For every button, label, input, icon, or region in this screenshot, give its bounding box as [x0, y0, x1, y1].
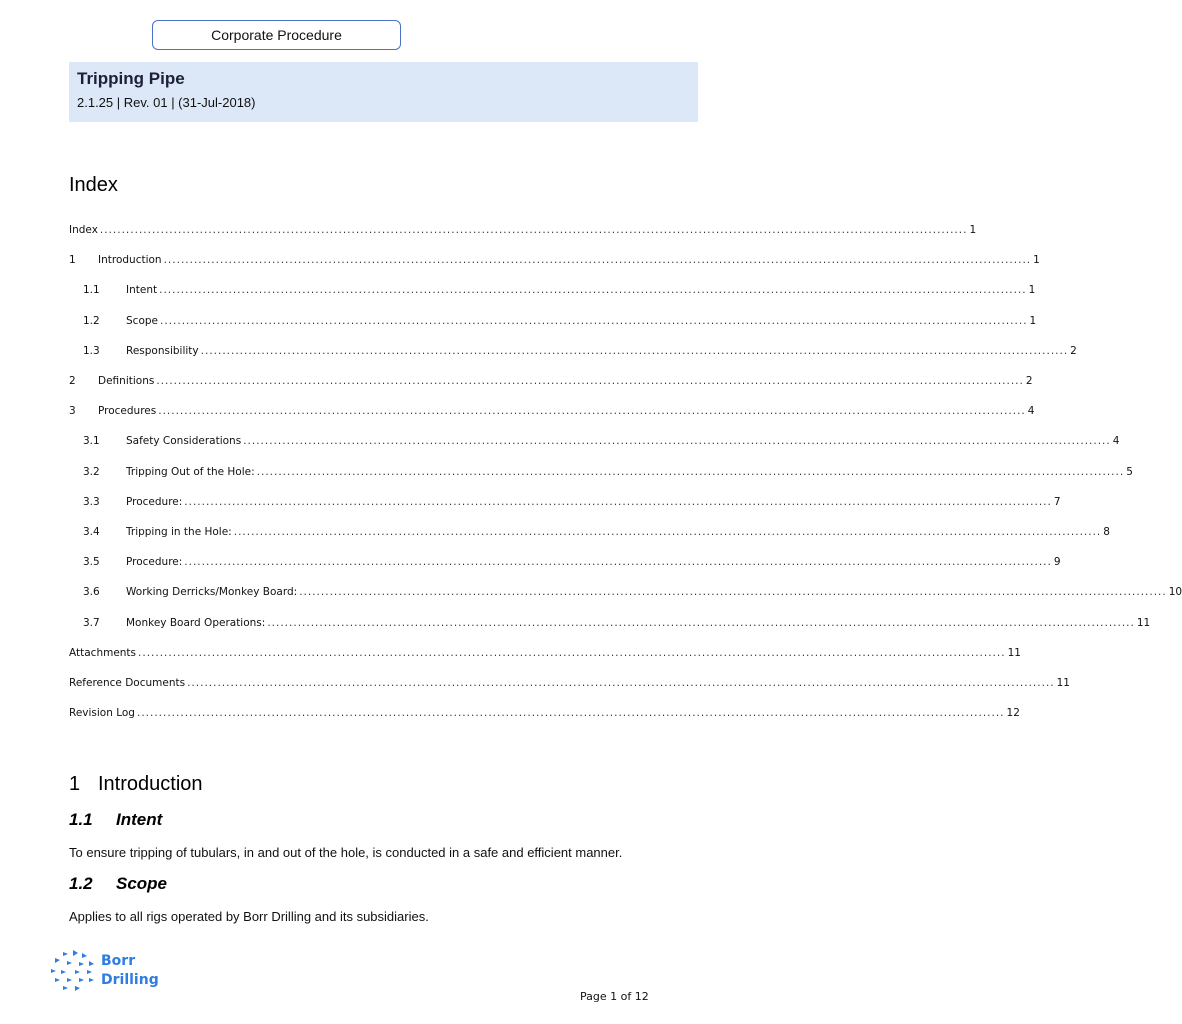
- subsection-title: Scope: [116, 874, 168, 893]
- toc-entry-number: 3: [69, 405, 76, 418]
- toc-entry-page: 1: [969, 224, 977, 236]
- toc-entry-page: 11: [1136, 616, 1151, 629]
- index-heading: Index: [69, 174, 118, 196]
- toc-entry[interactable]: [69, 556, 1061, 572]
- toc-entry-label: Monkey Board Operations:: [126, 616, 266, 629]
- toc-leader-dots: ........................................................................................................................................................................................................: [187, 677, 1055, 689]
- toc-entry[interactable]: [69, 254, 1040, 270]
- toc-entry-number: 1.3: [83, 344, 100, 357]
- toc-leader-dots: ........................................................................................................................................................................................................: [158, 405, 1026, 418]
- toc-entry-number: 3.3: [83, 495, 100, 508]
- page-number: Page 1 of 12: [580, 990, 649, 1003]
- toc-entry-label: Index: [69, 224, 98, 236]
- toc-entry-label: Tripping Out of the Hole:: [126, 465, 255, 478]
- toc-entry-label: Revision Log: [69, 707, 135, 720]
- toc-entry-page: 2: [1070, 344, 1077, 357]
- toc-leader-dots: ........................................................................................................................................................................................................: [243, 435, 1111, 448]
- toc-entry[interactable]: [69, 495, 1061, 512]
- toc-entry[interactable]: [69, 435, 1120, 451]
- toc-leader-dots: ........................................................................................................................................................................................................: [160, 314, 1028, 327]
- subsection-scope-heading: [69, 874, 167, 894]
- toc-entry-number: 3.5: [83, 556, 100, 569]
- toc-entry[interactable]: [69, 677, 1070, 693]
- toc-entry-page: 11: [1056, 677, 1070, 689]
- toc-entry-page: 10: [1168, 586, 1182, 599]
- toc-entry[interactable]: [69, 586, 1182, 602]
- toc-entry[interactable]: [69, 616, 1151, 633]
- toc-entry-label: Working Derricks/Monkey Board:: [126, 586, 298, 599]
- toc-leader-dots: ........................................................................................................................................................................................................: [159, 284, 1027, 297]
- toc-leader-dots: ........................................................................................................................................................................................................: [200, 344, 1069, 357]
- toc-entry-label: Scope: [126, 314, 158, 327]
- toc-leader-dots: ........................................................................................................................................................................................................: [299, 586, 1167, 599]
- subsection-intent-heading: [69, 810, 162, 830]
- toc-entry-number: 2: [69, 375, 76, 387]
- subsection-number: 1.2: [69, 874, 93, 893]
- toc-entry-page: 7: [1053, 495, 1061, 508]
- toc-entry[interactable]: [69, 344, 1077, 361]
- toc-entry[interactable]: [69, 646, 1021, 663]
- toc-entry-label: Intent: [126, 284, 158, 297]
- toc-entry[interactable]: [69, 284, 1036, 300]
- toc-leader-dots: ........................................................................................................................................................................................................: [184, 556, 1052, 569]
- subsection-number: 1.1: [69, 810, 93, 829]
- section-number: 1: [69, 773, 81, 795]
- toc-entry-label: Reference Documents: [69, 677, 186, 689]
- subsection-title: Intent: [116, 810, 163, 829]
- section-title: Introduction: [98, 773, 203, 795]
- toc-leader-dots: ........................................................................................................................................................................................................: [99, 224, 968, 236]
- toc-entry-label: Procedures: [98, 405, 157, 418]
- toc-entry-label: Responsibility: [126, 344, 199, 357]
- toc-entry-number: 3.7: [83, 616, 100, 629]
- toc-entry[interactable]: [69, 375, 1033, 391]
- toc-entry-number: 3.4: [83, 526, 100, 538]
- title-band: [69, 62, 698, 122]
- logo-wordmark: [101, 952, 159, 990]
- toc-entry-page: 5: [1126, 465, 1133, 478]
- toc-leader-dots: ........................................................................................................................................................................................................: [256, 465, 1125, 478]
- toc-entry-label: Procedure:: [126, 495, 183, 508]
- toc-entry-label: Tripping in the Hole:: [126, 526, 232, 538]
- toc-entry-page: 2: [1025, 375, 1033, 387]
- section-1-heading: [69, 773, 203, 796]
- toc-entry-number: 1.1: [83, 284, 100, 297]
- toc-entry[interactable]: [69, 224, 977, 240]
- toc-entry-label: Attachments: [69, 646, 137, 659]
- toc-leader-dots: ........................................................................................................................................................................................................: [267, 616, 1135, 629]
- toc-entry-page: 11: [1007, 646, 1021, 659]
- toc-entry-number: 3.1: [83, 435, 100, 448]
- toc-entry-page: 1: [1029, 314, 1037, 327]
- toc-entry-page: 1: [1028, 284, 1036, 297]
- toc-leader-dots: ........................................................................................................................................................................................................: [156, 375, 1024, 387]
- toc-entry-label: Definitions: [98, 375, 155, 387]
- toc-entry-label: Procedure:: [126, 556, 183, 569]
- document-type-box: [152, 20, 401, 50]
- toc-leader-dots: ........................................................................................................................................................................................................: [233, 526, 1102, 538]
- toc-leader-dots: ........................................................................................................................................................................................................: [138, 646, 1006, 659]
- toc-leader-dots: ........................................................................................................................................................................................................: [184, 495, 1052, 508]
- toc-entry-page: 9: [1053, 556, 1061, 569]
- toc-entry-number: 1.2: [83, 314, 100, 327]
- toc-entry-page: 12: [1006, 707, 1020, 720]
- toc-leader-dots: ........................................................................................................................................................................................................: [136, 707, 1005, 720]
- company-logo: [49, 950, 169, 992]
- toc-entry-page: 4: [1027, 405, 1035, 418]
- toc-entry-page: 8: [1103, 526, 1110, 538]
- toc-leader-dots: ........................................................................................................................................................................................................: [163, 254, 1032, 267]
- toc-entry[interactable]: [69, 465, 1133, 482]
- document-type-label: Corporate Procedure: [211, 27, 342, 43]
- toc-entry[interactable]: [69, 707, 1020, 723]
- toc-entry-label: Safety Considerations: [126, 435, 242, 448]
- borr-drilling-logo-icon: [49, 950, 95, 992]
- toc-entry-number: 3.6: [83, 586, 100, 599]
- document-meta: 2.1.25 | Rev. 01 | (31-Jul-2018): [77, 95, 256, 110]
- document-title: Tripping Pipe: [77, 69, 185, 88]
- toc-entry-page: 1: [1033, 254, 1040, 267]
- toc-entry[interactable]: [69, 526, 1110, 542]
- logo-word-drilling: Drilling: [101, 972, 159, 988]
- toc-entry-number: 3.2: [83, 465, 100, 478]
- toc-entry[interactable]: [69, 314, 1037, 331]
- toc-entry-number: 1: [69, 254, 76, 267]
- scope-paragraph: Applies to all rigs operated by Borr Drilling and its subsidiaries.: [69, 909, 429, 924]
- toc-entry-page: 4: [1112, 435, 1120, 448]
- toc-entry[interactable]: [69, 405, 1035, 421]
- toc-entry-label: Introduction: [98, 254, 162, 267]
- logo-word-borr: Borr: [101, 953, 136, 969]
- intent-paragraph: To ensure tripping of tubulars, in and out of the hole, is conducted in a safe and efficient manner.: [69, 845, 623, 860]
